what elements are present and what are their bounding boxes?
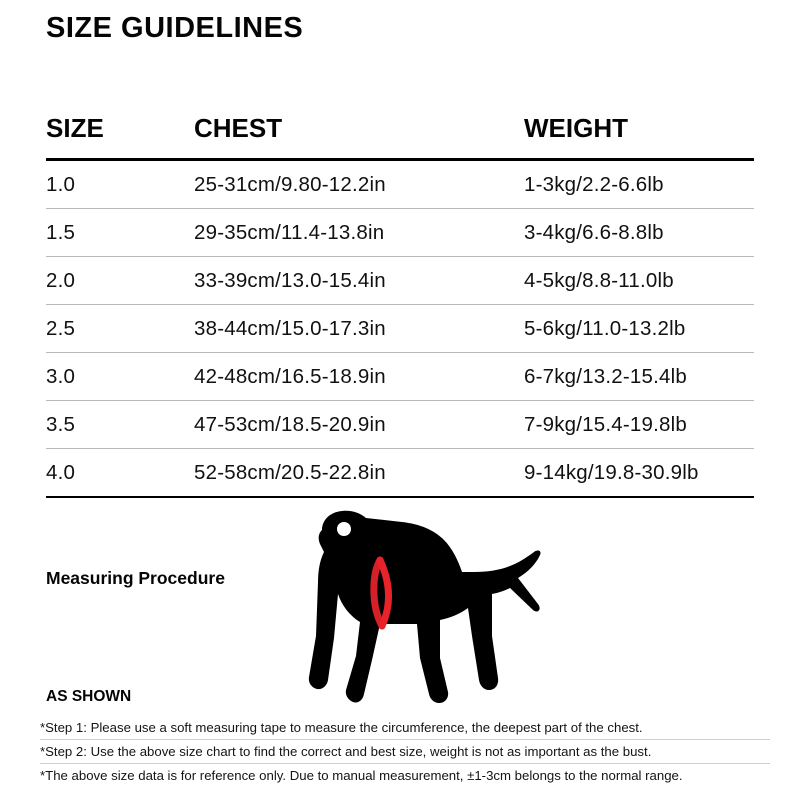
table-row <box>46 401 754 449</box>
cell-weight: 9-14kg/19.8-30.9lb <box>524 449 754 498</box>
cell-weight: 3-4kg/6.6-8.8lb <box>524 209 754 257</box>
cell-weight: 5-6kg/11.0-13.2lb <box>524 305 754 353</box>
cell-chest: 52-58cm/20.5-22.8in <box>194 449 524 498</box>
cell-chest: 38-44cm/15.0-17.3in <box>194 305 524 353</box>
column-header-weight: WEIGHT <box>524 113 754 160</box>
cell-size: 1.5 <box>46 209 194 257</box>
table-row <box>46 305 754 353</box>
table-row <box>46 209 754 257</box>
cell-weight: 4-5kg/8.8-11.0lb <box>524 257 754 305</box>
cell-size: 2.0 <box>46 257 194 305</box>
note-step-1: *Step 1: Please use a soft measuring tape to measure the circumference, the deepest part of the chest. <box>40 716 770 740</box>
measuring-notes <box>40 716 770 788</box>
measuring-procedure-label: Measuring Procedure <box>46 568 225 588</box>
table-row <box>46 353 754 401</box>
cell-chest: 25-31cm/9.80-12.2in <box>194 160 524 209</box>
cell-weight: 7-9kg/15.4-19.8lb <box>524 401 754 449</box>
cell-size: 4.0 <box>46 449 194 498</box>
cell-chest: 29-35cm/11.4-13.8in <box>194 209 524 257</box>
cell-size: 1.0 <box>46 160 194 209</box>
table-row <box>46 257 754 305</box>
table-header-row <box>46 113 754 160</box>
as-shown-label: AS SHOWN <box>46 688 132 705</box>
cell-size: 3.0 <box>46 353 194 401</box>
dog-silhouette-icon <box>252 508 562 708</box>
size-chart-table <box>46 113 754 498</box>
cell-chest: 42-48cm/16.5-18.9in <box>194 353 524 401</box>
page-title: SIZE GUIDELINES <box>46 12 304 44</box>
cell-weight: 6-7kg/13.2-15.4lb <box>524 353 754 401</box>
cell-size: 3.5 <box>46 401 194 449</box>
cell-chest: 33-39cm/13.0-15.4in <box>194 257 524 305</box>
column-header-size: SIZE <box>46 113 194 160</box>
cell-weight: 1-3kg/2.2-6.6lb <box>524 160 754 209</box>
cell-size: 2.5 <box>46 305 194 353</box>
column-header-chest: CHEST <box>194 113 524 160</box>
note-disclaimer: *The above size data is for reference only. Due to manual measurement, ±1-3cm belongs to the normal range. <box>40 768 683 784</box>
table-row <box>46 160 754 209</box>
note-step-2: *Step 2: Use the above size chart to find the correct and best size, weight is not as important as the bust. <box>40 740 770 764</box>
cell-chest: 47-53cm/18.5-20.9in <box>194 401 524 449</box>
table-row <box>46 449 754 498</box>
